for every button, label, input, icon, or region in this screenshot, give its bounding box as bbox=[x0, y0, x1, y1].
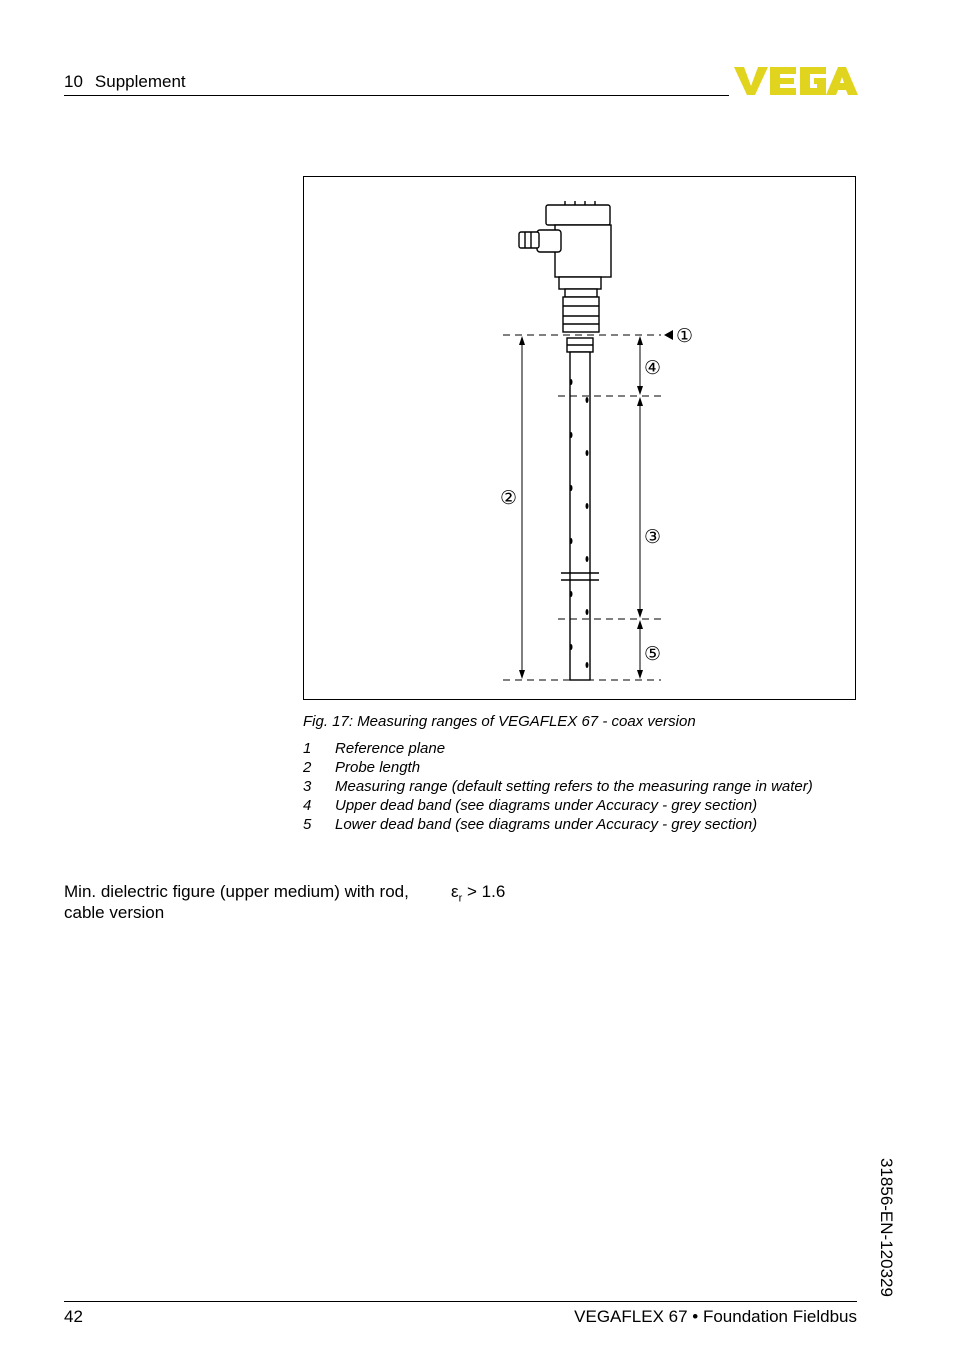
chapter-number: 10 bbox=[64, 72, 83, 91]
spec-value bbox=[451, 881, 505, 909]
legend-item bbox=[303, 796, 813, 815]
marker-4: ④ bbox=[644, 357, 662, 379]
marker-5: ⑤ bbox=[644, 643, 662, 665]
footer-title: VEGAFLEX 67 • Foundation Fieldbus bbox=[574, 1307, 857, 1326]
legend-item bbox=[303, 758, 813, 777]
legend-number: 2 bbox=[303, 759, 312, 776]
legend-text: Upper dead band (see diagrams under Accuracy - grey section) bbox=[335, 797, 758, 814]
document-code: 31856-EN-120329 bbox=[877, 1158, 896, 1297]
figure-caption: Fig. 17: Measuring ranges of VEGAFLEX 67 - coax version bbox=[303, 713, 696, 730]
vega-logo bbox=[734, 64, 858, 98]
header-rule bbox=[64, 95, 729, 96]
spec-label: Min. dielectric figure (upper medium) with rod, cable version bbox=[64, 882, 409, 922]
legend-text: Lower dead band (see diagrams under Accuracy - grey section) bbox=[335, 816, 758, 833]
probe-diagram bbox=[303, 176, 857, 701]
legend-number: 1 bbox=[303, 740, 312, 757]
legend-number: 3 bbox=[303, 778, 312, 795]
marker-1: ① bbox=[676, 325, 694, 347]
legend-item bbox=[303, 777, 813, 796]
probe-housing bbox=[519, 201, 611, 352]
legend-number: 4 bbox=[303, 797, 312, 814]
figure-legend bbox=[303, 739, 813, 834]
legend-text: Measuring range (default setting refers to the measuring range in water) bbox=[335, 778, 813, 795]
legend-item bbox=[303, 739, 813, 758]
probe-tube bbox=[561, 352, 599, 680]
spec-value-number: > 1.6 bbox=[462, 882, 506, 901]
page-number: 42 bbox=[64, 1307, 83, 1326]
legend-number: 5 bbox=[303, 816, 312, 833]
reference-arrow bbox=[664, 330, 673, 340]
spec-value-symbol: ε bbox=[451, 882, 459, 901]
chapter-title: Supplement bbox=[94, 72, 186, 91]
legend-text: Probe length bbox=[335, 759, 421, 776]
spec-value-subscript: r bbox=[458, 892, 463, 905]
legend-text: Reference plane bbox=[335, 740, 446, 757]
page-header bbox=[64, 72, 186, 92]
marker-3: ③ bbox=[644, 526, 662, 548]
footer-rule bbox=[64, 1301, 857, 1302]
marker-2: ② bbox=[500, 487, 518, 509]
legend-item bbox=[303, 815, 813, 834]
